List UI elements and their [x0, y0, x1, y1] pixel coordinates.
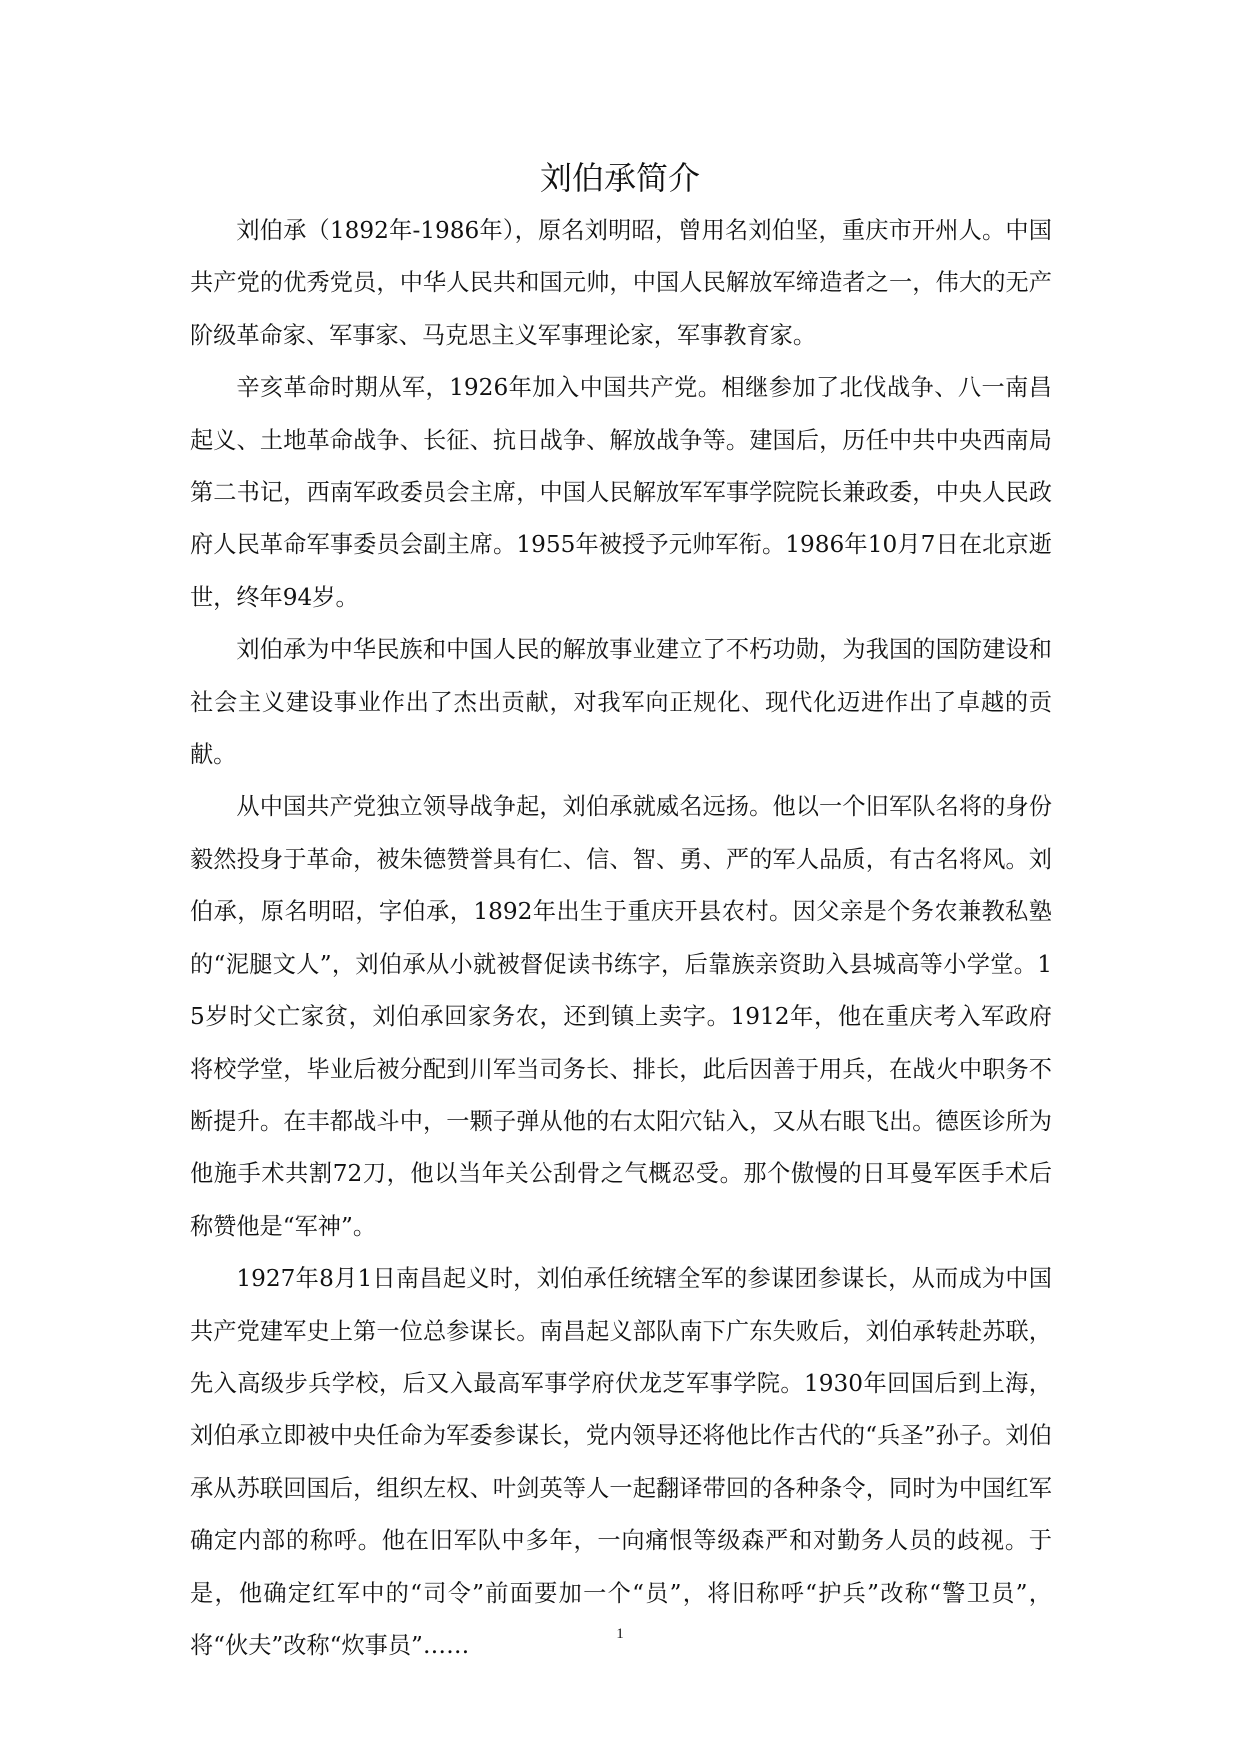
page-number: 1 — [616, 1626, 624, 1642]
page-title: 刘伯承简介 — [539, 159, 700, 197]
paragraph-intro: 刘伯承（1892年-1986年），原名刘明昭，曾用名刘伯坚，重庆市开州人。中国共产党的优秀党员，中华人民共和国元帅，中国人民解放军缔造者之一，伟大的无产阶级革命家、军事家、马克思主义军事理论家，军事教育家。 — [190, 217, 1052, 349]
document-body — [190, 205, 1052, 1672]
paragraph-nanchang-uprising: 1927年8月1日南昌起义时，刘伯承任统辖全军的参谋团参谋长，从而成为中国共产党建军史上第一位总参谋长。南昌起义部队南下广东失败后，刘伯承转赴苏联，先入高级步兵学校，后又入最高军事学府伏龙芝军事学院。1930年回国后到上海，刘伯承立即被中央任命为军委参谋长，党内领导还将他比作古代的“兵圣”孙子。刘伯承从苏联回国后，组织左权、叶剑英等人一起翻译带回的各种条令，同时为中国红军确定内部的称呼。他在旧军队中多年，一向痛恨等级森严和对勤务人员的歧视。于是，他确定红军中的“司令”前面要加一个“员”，将旧称呼“护兵”改称“警卫员”，将“伙夫”改称“炊事员”…… — [190, 1265, 1052, 1659]
paragraph-early-life: 从中国共产党独立领导战争起，刘伯承就威名远扬。他以一个旧军队名将的身份毅然投身于革命，被朱德赞誉具有仁、信、智、勇、严的军人品质，有古名将风。刘伯承，原名明昭，字伯承，1892年出生于重庆开县农村。因父亲是个务农兼教私塾的“泥腿文人”，刘伯承从小就被督促读书练字，后靠族亲资助入县城高等小学堂。15岁时父亡家贫，刘伯承回家务农，还到镇上卖字。1912年，他在重庆考入军政府将校学堂，毕业后被分配到川军当司务长、排长，此后因善于用兵，在战火中职务不断提升。在丰都战斗中，一颗子弹从他的右太阳穴钻入，又从右眼飞出。德医诊所为他施手术共割72刀，他以当年关公刮骨之气概忍受。那个傲慢的日耳曼军医手术后称赞他是“军神”。 — [190, 793, 1052, 1240]
paragraph-contributions: 刘伯承为中华民族和中国人民的解放事业建立了不朽功勋，为我国的国防建设和社会主义建设事业作出了杰出贡献，对我军向正规化、现代化迈进作出了卓越的贡献。 — [190, 636, 1052, 769]
paragraph-career: 辛亥革命时期从军，1926年加入中国共产党。相继参加了北伐战争、八一南昌起义、土地革命战争、长征、抗日战争、解放战争等。建国后，历任中共中央西南局第二书记，西南军政委员会主席，中国人民解放军军事学院院长兼政委，中央人民政府人民革命军事委员会副主席。1955年被授予元帅军衔。1986年10月7日在北京逝世，终年94岁。 — [190, 374, 1052, 611]
